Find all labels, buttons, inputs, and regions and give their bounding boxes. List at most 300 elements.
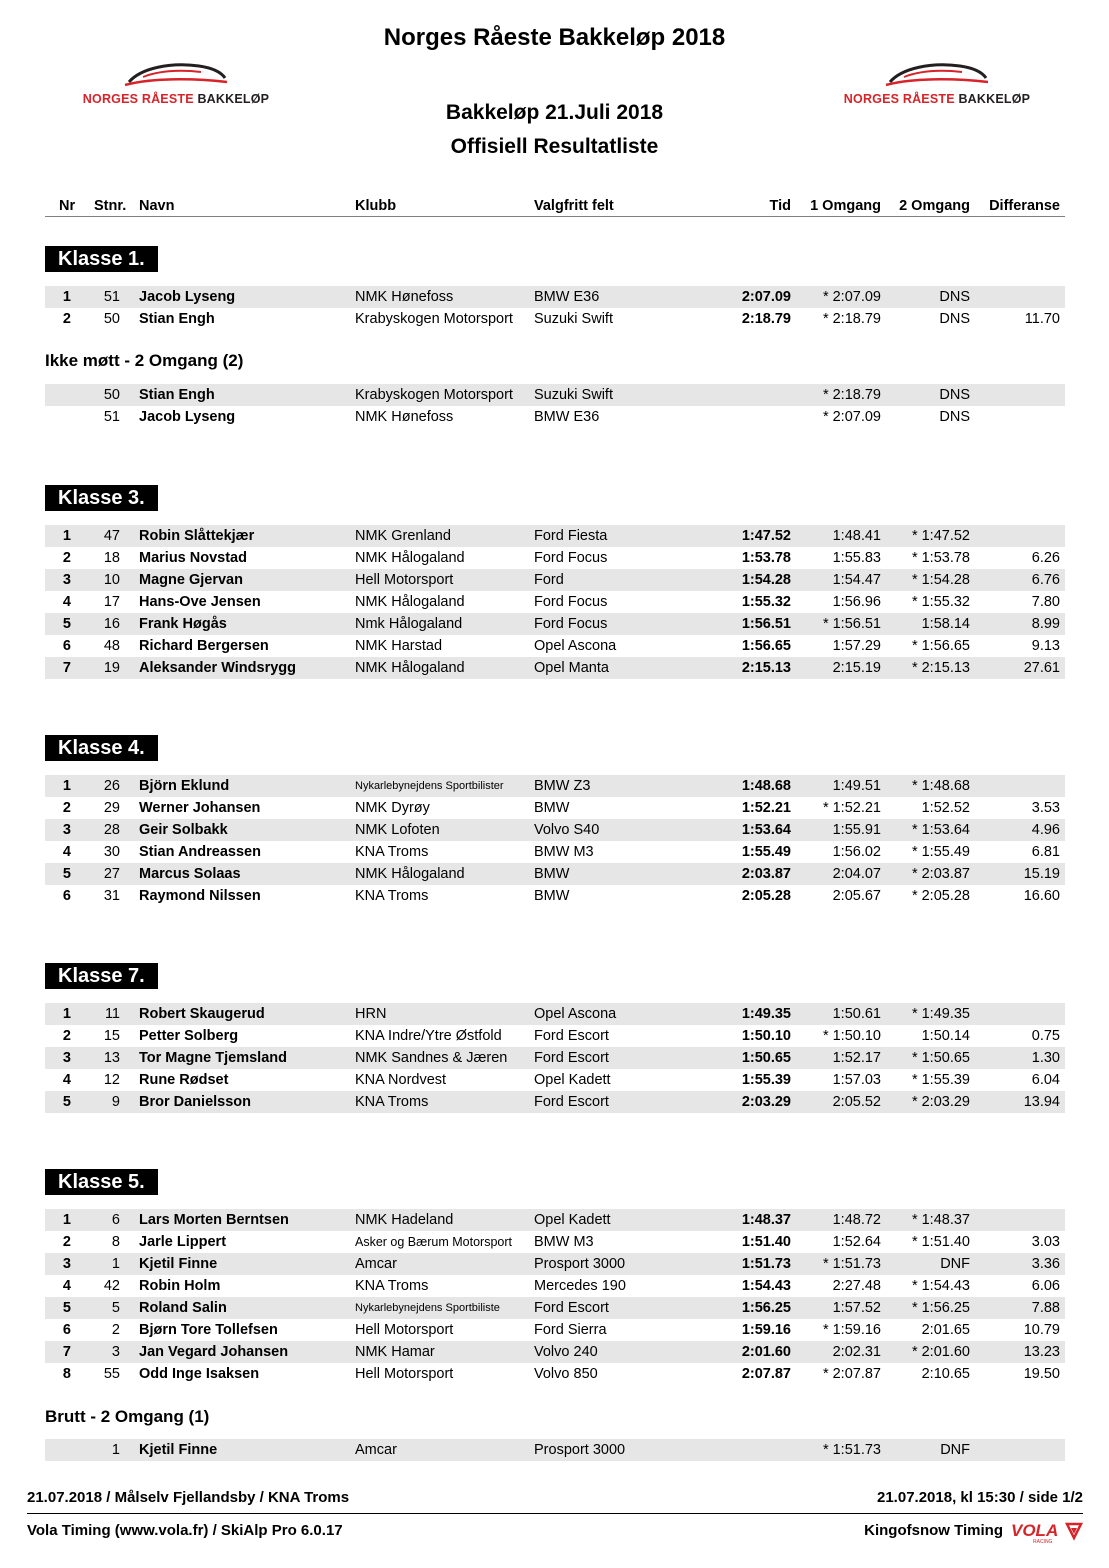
cell-o1: * 1:51.73 (822, 1442, 881, 1458)
cell-o2: * 1:48.68 (911, 778, 970, 794)
cell-stnr: 50 (103, 387, 120, 403)
cell-nr: 7 (62, 660, 71, 676)
cell-stnr: 42 (103, 1278, 120, 1294)
table-row (45, 819, 1065, 841)
cell-o2: * 2:15.13 (911, 660, 970, 676)
cell-diff: 1.30 (1031, 1050, 1060, 1066)
footer-bottom-right: Kingofsnow Timing (864, 1522, 1003, 1539)
cell-tid: 2:15.13 (741, 660, 791, 676)
cell-o2: * 1:55.49 (911, 844, 970, 860)
cell-nr: 1 (62, 289, 71, 305)
cell-o2: 1:58.14 (921, 616, 970, 632)
cell-o1: * 2:07.09 (822, 409, 881, 425)
cell-tid: 1:51.73 (741, 1256, 791, 1272)
cell-o2: 1:50.14 (921, 1028, 970, 1044)
cell-o2: * 2:05.28 (911, 888, 970, 904)
cell-nr: 7 (62, 1344, 71, 1360)
cell-klubb: NMK Sandnes & Jæren (355, 1050, 508, 1066)
klasse-header: Klasse 1. (45, 246, 158, 272)
cell-klubb: NMK Hålogaland (355, 594, 465, 610)
cell-stnr: 5 (111, 1300, 120, 1316)
table-row (45, 1069, 1065, 1091)
cell-tid: 1:53.64 (741, 822, 791, 838)
cell-stnr: 26 (103, 778, 120, 794)
cell-o2: * 2:01.60 (911, 1344, 970, 1360)
table-row (45, 863, 1065, 885)
cell-klubb: Nykarlebynejdens Sportbiliste (355, 1302, 500, 1314)
cell-klubb: Krabyskogen Motorsport (355, 387, 513, 403)
cell-stnr: 1 (111, 1442, 120, 1458)
cell-diff: 13.94 (1023, 1094, 1060, 1110)
cell-navn: Aleksander Windsrygg (139, 660, 296, 676)
table-row (45, 1253, 1065, 1275)
cell-felt: Ford Escort (534, 1094, 609, 1110)
cell-tid: 1:54.28 (741, 572, 791, 588)
cell-tid: 1:55.39 (741, 1072, 791, 1088)
col-stnr: Stnr. (94, 198, 127, 214)
cell-klubb: NMK Hønefoss (355, 409, 454, 425)
cell-tid: 1:48.68 (741, 778, 791, 794)
vola-logo (1011, 1520, 1085, 1549)
cell-stnr: 31 (103, 888, 120, 904)
cell-o2: * 1:56.25 (911, 1300, 970, 1316)
cell-klubb: NMK Dyrøy (355, 800, 430, 816)
table-row (45, 525, 1065, 547)
cell-stnr: 9 (111, 1094, 120, 1110)
cell-klubb: Hell Motorsport (355, 1322, 454, 1338)
cell-klubb: NMK Hålogaland (355, 660, 465, 676)
cell-o2: DNS (939, 289, 970, 305)
cell-o1: 2:15.19 (832, 660, 881, 676)
cell-tid: 1:54.43 (741, 1278, 791, 1294)
cell-navn: Kjetil Finne (139, 1442, 218, 1458)
cell-felt: Opel Kadett (534, 1212, 611, 1228)
cell-stnr: 13 (103, 1050, 120, 1066)
cell-nr: 5 (62, 1094, 71, 1110)
cell-diff: 19.50 (1023, 1366, 1060, 1382)
cell-nr: 6 (62, 1322, 71, 1338)
car-logo-icon (121, 58, 231, 88)
cell-felt: Suzuki Swift (534, 387, 613, 403)
cell-stnr: 10 (103, 572, 120, 588)
cell-nr: 1 (62, 1006, 71, 1022)
cell-navn: Stian Engh (139, 387, 215, 403)
cell-nr: 2 (62, 1234, 71, 1250)
cell-nr: 3 (62, 822, 71, 838)
cell-felt: Ford Escort (534, 1028, 609, 1044)
cell-tid: 2:07.87 (741, 1366, 791, 1382)
cell-diff: 3.36 (1031, 1256, 1060, 1272)
cell-klubb: KNA Indre/Ytre Østfold (355, 1028, 502, 1044)
cell-o1: 1:55.91 (832, 822, 881, 838)
cell-nr: 3 (62, 1256, 71, 1272)
cell-klubb: Hell Motorsport (355, 572, 454, 588)
cell-nr: 6 (62, 888, 71, 904)
cell-o2: * 1:54.43 (911, 1278, 970, 1294)
table-row (45, 1275, 1065, 1297)
cell-klubb: NMK Harstad (355, 638, 443, 654)
cell-tid: 1:59.16 (741, 1322, 791, 1338)
car-logo-icon (882, 58, 992, 88)
cell-nr: 4 (62, 844, 71, 860)
cell-o2: 2:01.65 (921, 1322, 970, 1338)
cell-klubb: HRN (355, 1006, 387, 1022)
subsection-title: Brutt - 2 Omgang (1) (45, 1407, 210, 1426)
cell-o2: * 1:56.65 (911, 638, 970, 654)
cell-diff: 7.80 (1031, 594, 1060, 610)
cell-felt: Opel Manta (534, 660, 609, 676)
table-row (45, 547, 1065, 569)
cell-felt: Volvo 240 (534, 1344, 598, 1360)
cell-tid: 1:50.65 (741, 1050, 791, 1066)
col-tid: Tid (769, 198, 791, 214)
table-row (45, 1363, 1065, 1385)
table-row (45, 1025, 1065, 1047)
cell-o1: * 2:07.87 (822, 1366, 881, 1382)
cell-o1: * 1:52.21 (822, 800, 881, 816)
cell-nr: 5 (62, 866, 71, 882)
table-row (45, 1439, 1065, 1461)
table-row (45, 591, 1065, 613)
cell-navn: Roland Salin (139, 1300, 227, 1316)
cell-felt: BMW (534, 888, 570, 904)
cell-navn: Robin Holm (139, 1278, 221, 1294)
cell-o1: 1:57.29 (832, 638, 881, 654)
table-row (45, 308, 1065, 330)
cell-o2: DNF (940, 1442, 970, 1458)
vola-logo-icon (1011, 1520, 1085, 1544)
cell-klubb: Hell Motorsport (355, 1366, 454, 1382)
cell-o2: * 1:51.40 (911, 1234, 970, 1250)
cell-klubb: NMK Lofoten (355, 822, 440, 838)
cell-stnr: 11 (104, 1006, 120, 1022)
klasse-header: Klasse 7. (45, 963, 158, 989)
cell-stnr: 2 (111, 1322, 120, 1338)
col-navn: Navn (139, 198, 175, 214)
cell-felt: BMW E36 (534, 289, 600, 305)
cell-klubb: Amcar (355, 1442, 397, 1458)
cell-o2: * 2:03.87 (911, 866, 970, 882)
cell-o2: 1:52.52 (921, 800, 970, 816)
footer-left: 21.07.2018 / Målselv Fjellandsby / KNA Troms (27, 1489, 350, 1506)
cell-klubb: KNA Troms (355, 844, 429, 860)
cell-felt: BMW (534, 866, 570, 882)
cell-stnr: 48 (103, 638, 120, 654)
cell-diff: 11.70 (1024, 311, 1060, 327)
cell-navn: Raymond Nilssen (139, 888, 261, 904)
cell-stnr: 18 (103, 550, 120, 566)
cell-o2: DNF (940, 1256, 970, 1272)
cell-diff: 6.04 (1031, 1072, 1060, 1088)
cell-klubb: Amcar (355, 1256, 397, 1272)
cell-o1: 2:05.52 (832, 1094, 881, 1110)
cell-felt: Volvo S40 (534, 822, 600, 838)
cell-diff: 4.96 (1031, 822, 1060, 838)
cell-tid: 2:01.60 (741, 1344, 791, 1360)
cell-nr: 2 (62, 800, 71, 816)
cell-navn: Werner Johansen (139, 800, 261, 816)
cell-tid: 1:56.25 (741, 1300, 791, 1316)
cell-navn: Jacob Lyseng (139, 289, 236, 305)
subsection-title: Ikke møtt - 2 Omgang (2) (45, 351, 244, 370)
cell-navn: Petter Solberg (139, 1028, 239, 1044)
col-diff: Differanse (989, 198, 1060, 214)
cell-felt: Opel Ascona (534, 638, 617, 654)
cell-stnr: 28 (103, 822, 120, 838)
cell-stnr: 8 (111, 1234, 120, 1250)
cell-tid: 1:49.35 (741, 1006, 791, 1022)
cell-navn: Hans-Ove Jensen (139, 594, 261, 610)
cell-navn: Robin Slåttekjær (139, 528, 255, 544)
klasse-header: Klasse 3. (45, 485, 158, 511)
cell-felt: Ford Focus (534, 550, 608, 566)
cell-o1: 1:56.02 (832, 844, 881, 860)
cell-navn: Jarle Lippert (139, 1234, 227, 1250)
cell-o1: 1:56.96 (832, 594, 881, 610)
col-o1: 1 Omgang (810, 198, 881, 214)
cell-nr: 5 (62, 1300, 71, 1316)
cell-o1: 1:48.41 (832, 528, 881, 544)
cell-diff: 6.76 (1031, 572, 1060, 588)
cell-diff: 16.60 (1023, 888, 1060, 904)
cell-felt: Mercedes 190 (534, 1278, 626, 1294)
cell-diff: 6.06 (1031, 1278, 1060, 1294)
cell-tid: 2:05.28 (741, 888, 791, 904)
klasse-header: Klasse 4. (45, 735, 158, 761)
cell-klubb: NMK Grenland (355, 528, 451, 544)
cell-o2: DNS (939, 409, 970, 425)
table-row (45, 1341, 1065, 1363)
cell-o2: * 1:55.39 (911, 1072, 970, 1088)
cell-nr: 4 (62, 1072, 71, 1088)
cell-nr: 4 (62, 594, 71, 610)
cell-nr: 2 (62, 550, 71, 566)
cell-nr: 3 (62, 1050, 71, 1066)
cell-klubb: KNA Troms (355, 1278, 429, 1294)
cell-o2: * 1:53.78 (911, 550, 970, 566)
cell-felt: Ford (534, 572, 564, 588)
cell-o1: * 1:59.16 (822, 1322, 881, 1338)
cell-tid: 2:03.87 (741, 866, 791, 882)
cell-felt: Prosport 3000 (534, 1442, 626, 1458)
table-row (45, 1047, 1065, 1069)
cell-o1: * 1:51.73 (822, 1256, 881, 1272)
cell-nr: 1 (62, 1212, 71, 1228)
table-row (45, 613, 1065, 635)
cell-nr: 2 (62, 1028, 71, 1044)
table-row (45, 1231, 1065, 1253)
page-title: Norges Råeste Bakkeløp 2018 (383, 24, 726, 51)
logo-text: NORGES RÅESTE BAKKELØP (82, 92, 270, 106)
cell-felt: Opel Kadett (534, 1072, 611, 1088)
cell-stnr: 1 (111, 1256, 120, 1272)
cell-felt: BMW M3 (534, 844, 594, 860)
klasse-header: Klasse 5. (45, 1169, 158, 1195)
cell-stnr: 29 (103, 800, 120, 816)
cell-klubb: NMK Hålogaland (355, 866, 465, 882)
cell-nr: 8 (62, 1366, 71, 1382)
cell-felt: Ford Focus (534, 594, 608, 610)
cell-nr: 6 (62, 638, 71, 654)
cell-navn: Frank Høgås (139, 616, 227, 632)
cell-diff: 3.53 (1031, 800, 1060, 816)
cell-navn: Lars Morten Berntsen (139, 1212, 289, 1228)
cell-diff: 3.03 (1031, 1234, 1060, 1250)
cell-navn: Rune Rødset (139, 1072, 229, 1088)
cell-felt: Suzuki Swift (534, 311, 613, 327)
cell-klubb: KNA Troms (355, 888, 429, 904)
cell-felt: Ford Fiesta (534, 528, 608, 544)
cell-nr: 1 (62, 778, 71, 794)
cell-nr: 4 (62, 1278, 71, 1294)
cell-o2: * 1:55.32 (911, 594, 970, 610)
cell-o2: * 1:54.28 (911, 572, 970, 588)
cell-navn: Björn Eklund (139, 778, 230, 794)
cell-nr: 5 (62, 616, 71, 632)
cell-stnr: 15 (103, 1028, 120, 1044)
cell-tid: 1:53.78 (741, 550, 791, 566)
cell-o1: 1:57.52 (832, 1300, 881, 1316)
column-header-row (45, 196, 1065, 217)
cell-stnr: 3 (111, 1344, 120, 1360)
cell-tid: 1:55.49 (741, 844, 791, 860)
cell-o1: 1:57.03 (832, 1072, 881, 1088)
cell-o1: 1:52.64 (832, 1234, 881, 1250)
cell-stnr: 47 (103, 528, 120, 544)
cell-o2: * 1:53.64 (911, 822, 970, 838)
cell-navn: Odd Inge Isaksen (139, 1366, 260, 1382)
cell-felt: BMW M3 (534, 1234, 594, 1250)
cell-o1: * 2:18.79 (822, 311, 881, 327)
cell-o2: * 1:47.52 (911, 528, 970, 544)
cell-stnr: 6 (111, 1212, 120, 1228)
table-row (45, 1297, 1065, 1319)
cell-stnr: 19 (103, 660, 120, 676)
cell-navn: Jacob Lyseng (139, 409, 236, 425)
cell-klubb: KNA Troms (355, 1094, 429, 1110)
cell-stnr: 30 (103, 844, 120, 860)
cell-navn: Tor Magne Tjemsland (139, 1050, 287, 1066)
cell-felt: Prosport 3000 (534, 1256, 626, 1272)
cell-tid: 2:03.29 (741, 1094, 791, 1110)
cell-o1: 1:50.61 (832, 1006, 881, 1022)
footer-divider (27, 1513, 1083, 1514)
cell-navn: Geir Solbakk (139, 822, 228, 838)
cell-navn: Robert Skaugerud (139, 1006, 265, 1022)
cell-o1: * 1:50.10 (822, 1028, 881, 1044)
cell-stnr: 55 (103, 1366, 120, 1382)
table-row (45, 635, 1065, 657)
cell-felt: Opel Ascona (534, 1006, 617, 1022)
footer-right: 21.07.2018, kl 15:30 / side 1/2 (877, 1489, 1083, 1506)
cell-tid: 1:47.52 (741, 528, 791, 544)
cell-o1: 1:55.83 (832, 550, 881, 566)
table-row (45, 797, 1065, 819)
cell-o1: 2:02.31 (832, 1344, 881, 1360)
cell-navn: Marcus Solaas (139, 866, 241, 882)
table-row (45, 286, 1065, 308)
cell-o1: 1:54.47 (832, 572, 881, 588)
cell-klubb: Asker og Bærum Motorsport (355, 1235, 512, 1249)
cell-o2: * 2:03.29 (911, 1094, 970, 1110)
cell-navn: Bror Danielsson (139, 1094, 251, 1110)
cell-o2: * 1:49.35 (911, 1006, 970, 1022)
cell-o1: 2:04.07 (832, 866, 881, 882)
table-row (45, 775, 1065, 797)
cell-diff: 15.19 (1023, 866, 1060, 882)
table-row (45, 1319, 1065, 1341)
table-row (45, 841, 1065, 863)
cell-tid: 2:07.09 (741, 289, 791, 305)
cell-nr: 2 (62, 311, 71, 327)
cell-klubb: Krabyskogen Motorsport (355, 311, 513, 327)
table-row (45, 1091, 1065, 1113)
cell-diff: 9.13 (1031, 638, 1060, 654)
cell-stnr: 51 (103, 409, 120, 425)
cell-navn: Jan Vegard Johansen (139, 1344, 289, 1360)
cell-o2: 2:10.65 (921, 1366, 970, 1382)
cell-klubb: NMK Hamar (355, 1344, 435, 1360)
cell-nr: 1 (62, 528, 71, 544)
cell-diff: 13.23 (1023, 1344, 1060, 1360)
cell-stnr: 17 (103, 594, 120, 610)
table-row (45, 1209, 1065, 1231)
cell-tid: 2:18.79 (741, 311, 791, 327)
vola-logo-text: VOLA (1011, 1521, 1059, 1540)
cell-felt: BMW Z3 (534, 778, 591, 794)
cell-tid: 1:55.32 (741, 594, 791, 610)
col-o2: 2 Omgang (899, 198, 970, 214)
cell-felt: BMW (534, 800, 570, 816)
cell-klubb: NMK Hålogaland (355, 550, 465, 566)
cell-navn: Magne Gjervan (139, 572, 243, 588)
cell-klubb: NMK Hadeland (355, 1212, 454, 1228)
cell-diff: 0.75 (1031, 1028, 1060, 1044)
table-row (45, 569, 1065, 591)
table-row (45, 1003, 1065, 1025)
cell-klubb: Nykarlebynejdens Sportbilister (355, 780, 504, 792)
vola-logo-subtext: RACING (1033, 1539, 1053, 1544)
cell-diff: 6.26 (1031, 550, 1060, 566)
cell-klubb: KNA Nordvest (355, 1072, 447, 1088)
cell-tid: 1:51.40 (741, 1234, 791, 1250)
cell-felt: Ford Focus (534, 616, 608, 632)
cell-klubb: NMK Hønefoss (355, 289, 454, 305)
cell-klubb: Nmk Hålogaland (355, 616, 463, 632)
cell-diff: 10.79 (1023, 1322, 1060, 1338)
cell-diff: 8.99 (1031, 616, 1060, 632)
cell-navn: Stian Engh (139, 311, 215, 327)
table-row (45, 657, 1065, 679)
cell-stnr: 12 (103, 1072, 120, 1088)
cell-diff: 6.81 (1031, 844, 1060, 860)
cell-diff: 27.61 (1023, 660, 1060, 676)
cell-nr: 3 (62, 572, 71, 588)
cell-o1: 1:52.17 (832, 1050, 881, 1066)
cell-felt: Volvo 850 (534, 1366, 598, 1382)
cell-navn: Stian Andreassen (139, 844, 261, 860)
cell-navn: Kjetil Finne (139, 1256, 218, 1272)
cell-o1: 2:27.48 (832, 1278, 881, 1294)
cell-diff: 7.88 (1031, 1300, 1060, 1316)
cell-navn: Marius Novstad (139, 550, 247, 566)
list-title: Offisiell Resultatliste (450, 135, 659, 158)
cell-stnr: 16 (103, 616, 120, 632)
cell-o1: * 2:07.09 (822, 289, 881, 305)
cell-tid: 1:56.51 (741, 616, 791, 632)
cell-felt: Ford Sierra (534, 1322, 607, 1338)
cell-tid: 1:50.10 (741, 1028, 791, 1044)
